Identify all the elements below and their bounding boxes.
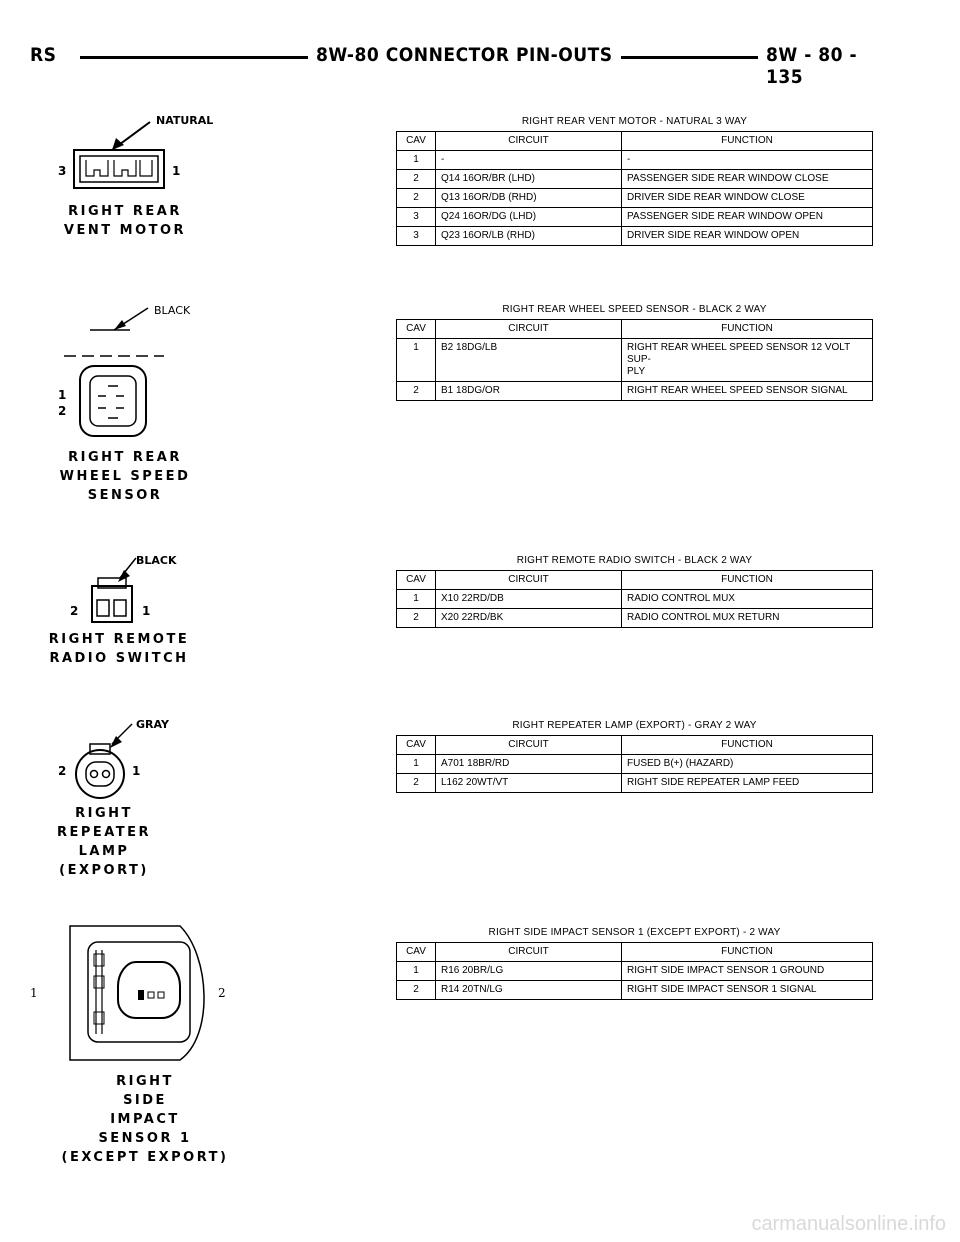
pinout-table <box>396 131 873 246</box>
wheel-speed-color-label: BLACK <box>154 304 191 317</box>
header-function: FUNCTION <box>622 943 873 962</box>
vent-motor-pin-1: 1 <box>172 164 181 178</box>
table-row <box>397 170 873 189</box>
cell-circuit: X10 22RD/DB <box>436 590 622 609</box>
cell-cav: 2 <box>397 609 436 628</box>
cell-function: RIGHT REAR WHEEL SPEED SENSOR 12 VOLT SUP- PLY <box>622 339 873 382</box>
cell-cav: 1 <box>397 339 436 382</box>
cell-cav: 2 <box>397 170 436 189</box>
pinout-table <box>396 942 873 1000</box>
cell-circuit: X20 22RD/BK <box>436 609 622 628</box>
table-row <box>397 590 873 609</box>
cell-cav: 2 <box>397 981 436 1000</box>
repeater-lamp-color-label: GRAY <box>136 718 169 731</box>
radio-switch-pin-2: 2 <box>70 604 79 618</box>
table-row <box>397 151 873 170</box>
table-row <box>397 189 873 208</box>
cell-function: PASSENGER SIDE REAR WINDOW OPEN <box>622 208 873 227</box>
cell-circuit: Q13 16OR/DB (RHD) <box>436 189 622 208</box>
cell-function: - <box>622 151 873 170</box>
table-row <box>397 227 873 246</box>
cell-circuit: - <box>436 151 622 170</box>
table-row <box>397 208 873 227</box>
cell-circuit: R16 20BR/LG <box>436 962 622 981</box>
page-header <box>30 44 880 88</box>
repeater-lamp-connector-drawing <box>40 716 210 806</box>
impact-sensor-pin-1: 1 <box>30 986 38 1000</box>
cell-function: RADIO CONTROL MUX RETURN <box>622 609 873 628</box>
cell-circuit: Q23 16OR/LB (RHD) <box>436 227 622 246</box>
wheel-speed-pin-2: 2 <box>58 404 67 418</box>
cell-cav: 2 <box>397 774 436 793</box>
table-row <box>397 609 873 628</box>
cell-function: FUSED B(+) (HAZARD) <box>622 755 873 774</box>
table-wheel-speed-sensor <box>396 304 873 401</box>
table-header-row <box>397 571 873 590</box>
cell-circuit: L162 20WT/VT <box>436 774 622 793</box>
table-radio-switch <box>396 555 873 628</box>
header-cav: CAV <box>397 736 436 755</box>
header-circuit: CIRCUIT <box>436 943 622 962</box>
repeater-lamp-pin-1: 1 <box>132 764 141 778</box>
impact-sensor-label: RIGHT SIDE IMPACT SENSOR 1 (EXCEPT EXPORT) <box>61 1074 229 1165</box>
table-impact-sensor <box>396 927 873 1000</box>
table-header-row <box>397 320 873 339</box>
cell-circuit: Q14 16OR/BR (LHD) <box>436 170 622 189</box>
header-circuit: CIRCUIT <box>436 320 622 339</box>
header-function: FUNCTION <box>622 736 873 755</box>
cell-cav: 1 <box>397 151 436 170</box>
header-cav: CAV <box>397 320 436 339</box>
header-cav: CAV <box>397 943 436 962</box>
vent-motor-color-label: NATURAL <box>156 114 214 127</box>
pinout-table <box>396 319 873 401</box>
cell-circuit: B1 18DG/OR <box>436 382 622 401</box>
connector-wheel-speed-sensor <box>40 300 210 510</box>
header-function: FUNCTION <box>622 571 873 590</box>
radio-switch-label: RIGHT REMOTE RADIO SWITCH <box>48 632 190 666</box>
cell-cav: 1 <box>397 962 436 981</box>
table-title: RIGHT REAR VENT MOTOR - NATURAL 3 WAY <box>521 116 748 127</box>
repeater-lamp-label: RIGHT REPEATER LAMP (EXPORT) <box>56 806 152 878</box>
impact-sensor-connector-drawing <box>30 920 230 1065</box>
cell-function: RIGHT SIDE REPEATER LAMP FEED <box>622 774 873 793</box>
header-title: 8W-80 CONNECTOR PIN-OUTS <box>308 44 621 66</box>
cell-circuit: R14 20TN/LG <box>436 981 622 1000</box>
header-rule-left <box>80 56 330 59</box>
wheel-speed-pin-1: 1 <box>58 388 67 402</box>
connector-radio-switch <box>40 552 210 672</box>
header-function: FUNCTION <box>622 132 873 151</box>
cell-function: DRIVER SIDE REAR WINDOW OPEN <box>622 227 873 246</box>
cell-cav: 1 <box>397 755 436 774</box>
header-circuit: CIRCUIT <box>436 736 622 755</box>
header-circuit: CIRCUIT <box>436 132 622 151</box>
wheel-speed-label: RIGHT REAR WHEEL SPEED SENSOR <box>59 450 191 503</box>
wheel-speed-connector-drawing <box>40 300 210 440</box>
header-circuit: CIRCUIT <box>436 571 622 590</box>
table-header-row <box>397 132 873 151</box>
table-title: RIGHT REPEATER LAMP (EXPORT) - GRAY 2 WAY <box>512 720 757 731</box>
radio-switch-pin-1: 1 <box>142 604 151 618</box>
cell-function: RIGHT REAR WHEEL SPEED SENSOR SIGNAL <box>622 382 873 401</box>
cell-function: RIGHT SIDE IMPACT SENSOR 1 GROUND <box>622 962 873 981</box>
table-row <box>397 962 873 981</box>
table-row <box>397 774 873 793</box>
header-cav: CAV <box>397 132 436 151</box>
radio-switch-connector-drawing <box>40 552 210 632</box>
table-row <box>397 755 873 774</box>
table-row <box>397 339 873 382</box>
vent-motor-pin-3: 3 <box>58 164 67 178</box>
pinout-table <box>396 570 873 628</box>
cell-circuit: Q24 16OR/DG (LHD) <box>436 208 622 227</box>
table-row <box>397 981 873 1000</box>
repeater-lamp-pin-2: 2 <box>58 764 67 778</box>
cell-circuit: B2 18DG/LB <box>436 339 622 382</box>
table-header-row <box>397 943 873 962</box>
watermark: carmanualsonline.info <box>751 1213 946 1235</box>
table-title: RIGHT SIDE IMPACT SENSOR 1 (EXCEPT EXPORT) - 2 WAY <box>488 927 781 938</box>
cell-cav: 1 <box>397 590 436 609</box>
impact-sensor-pin-2: 2 <box>218 986 226 1000</box>
cell-function: RIGHT SIDE IMPACT SENSOR 1 SIGNAL <box>622 981 873 1000</box>
table-title: RIGHT REAR WHEEL SPEED SENSOR - BLACK 2 WAY <box>502 304 767 315</box>
radio-switch-color-label: BLACK <box>136 554 177 567</box>
header-cav: CAV <box>397 571 436 590</box>
cell-cav: 2 <box>397 382 436 401</box>
table-row <box>397 382 873 401</box>
cell-cav: 3 <box>397 227 436 246</box>
connector-vent-motor <box>40 108 214 248</box>
cell-cav: 3 <box>397 208 436 227</box>
table-vent-motor <box>396 116 873 246</box>
header-page-number: 8W - 80 - 135 <box>758 44 880 88</box>
connector-impact-sensor <box>30 920 230 1170</box>
header-section-code: RS <box>30 44 64 66</box>
cell-circuit: A701 18BR/RD <box>436 755 622 774</box>
connector-repeater-lamp <box>40 716 210 886</box>
cell-cav: 2 <box>397 189 436 208</box>
cell-function: PASSENGER SIDE REAR WINDOW CLOSE <box>622 170 873 189</box>
vent-motor-label: RIGHT REAR VENT MOTOR <box>63 204 187 238</box>
cell-function: RADIO CONTROL MUX <box>622 590 873 609</box>
header-function: FUNCTION <box>622 320 873 339</box>
pinout-table <box>396 735 873 793</box>
cell-function: DRIVER SIDE REAR WINDOW CLOSE <box>622 189 873 208</box>
table-header-row <box>397 736 873 755</box>
table-title: RIGHT REMOTE RADIO SWITCH - BLACK 2 WAY <box>516 555 753 566</box>
table-repeater-lamp <box>396 720 873 793</box>
